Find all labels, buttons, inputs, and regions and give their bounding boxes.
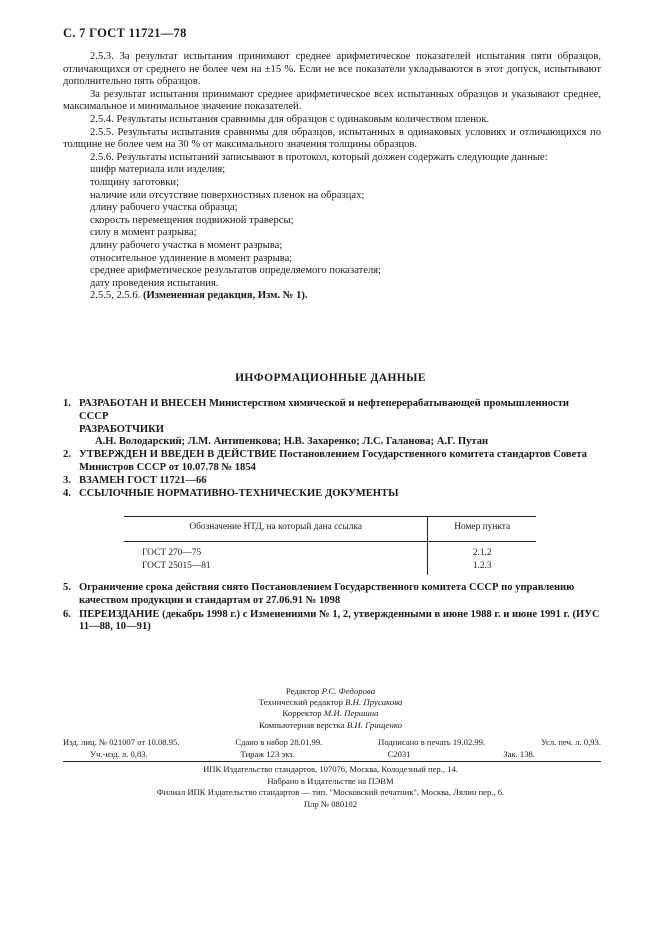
imprint-license: Изд. лиц. № 021007 от 10.08.95.	[63, 737, 180, 747]
info-item-6	[63, 609, 601, 635]
credit-name: Р.С. Федорова	[321, 686, 376, 696]
paragraph: 2.5.4. Результаты испытания сравнимы для образцов с одинаковым количеством пленок.	[90, 113, 490, 125]
info-text: Ограничение срока действия снято Постановлением Государственного комитета СССР по управлению качеством продукции и стандартам от 27.06.91 № 1098	[79, 582, 575, 606]
info-item-4	[63, 488, 601, 501]
credit-label: Корректор	[282, 708, 322, 719]
credit-name: В.И. Грищенко	[346, 719, 402, 730]
paragraph: 2.5.6. Результаты испытаний записывают в протокол, который должен содержать следующие данные:	[90, 151, 548, 163]
list-item: силу в момент разрыва;	[90, 227, 197, 239]
info-item-1	[63, 398, 601, 424]
credit-name: В.Н. Прусакова	[345, 697, 403, 708]
table-header-doc: Обозначение НТД, на который дана ссылка	[124, 517, 428, 542]
table-header-item: Номер пункта	[428, 517, 536, 542]
publisher-line: Набрано в Издательстве на ПЭВМ	[267, 775, 394, 786]
list-item: дату проведения испытания.	[90, 277, 219, 289]
paragraph: 2.5.3. За результат испытания принимают среднее арифметическое показателей испытания пяти образцов, отличающихся от среднего не более чем на ±15 %. Если не все показатели укладываются в этот допуск, испытывают дополнительно пять образцов.	[63, 51, 601, 88]
info-number: 3.	[63, 474, 71, 486]
list-item: длину рабочего участка образца;	[90, 202, 238, 214]
info-item-5	[63, 582, 601, 608]
info-number: 4.	[63, 487, 71, 499]
list-item: толщину заготовки;	[90, 176, 180, 188]
credit-tech-editor	[0, 697, 661, 708]
list-item: наличие или отсутствие поверхностных пленок на образцах;	[90, 189, 365, 201]
page-header: С. 7 ГОСТ 11721—78	[63, 26, 187, 40]
info-text: ВЗАМЕН ГОСТ 11721—66	[79, 474, 207, 486]
publisher-block	[0, 764, 661, 810]
table-row	[124, 559, 536, 575]
imprint-edit-sheets: Уч.-изд. л. 0,83.	[90, 749, 148, 759]
list-item: скорость перемещения подвижной траверсы;	[90, 214, 294, 226]
table-header-row	[124, 517, 536, 542]
info-title: ИНФОРМАЦИОННЫЕ ДАННЫЕ	[235, 372, 426, 384]
paragraph: 2.5.5. Результаты испытания сравнимы для образцов, испытанных в одинаковых условиях и отличающихся по толщине не более чем на 30 % от максимального значения толщины образцов.	[63, 126, 601, 151]
amendment-prefix: 2.5.5, 2.5.6.	[90, 290, 141, 302]
table-cell-item: 2.1.2	[472, 548, 492, 558]
credit-label: Технический редактор	[258, 697, 343, 708]
info-item-2	[63, 449, 601, 475]
imprint-sheets: Усл. печ. л. 0,93.	[540, 737, 601, 747]
info-number: 5.	[63, 582, 71, 593]
amendment-bold: (Измененная редакция, Изм. № 1).	[142, 290, 308, 302]
credits-block	[0, 686, 661, 731]
list-item: относительное удлинение в момент разрыва;	[90, 252, 293, 264]
info-text: ПЕРЕИЗДАНИЕ (декабрь 1998 г.) с Изменениями № 1, 2, утвержденными в июне 1988 г. и июне 1991 г. (ИУС 11—88, 10—91)	[79, 608, 600, 633]
credit-label: Компьютерная верстка	[259, 719, 345, 730]
table-cell-doc: ГОСТ 270—75	[124, 542, 428, 560]
credit-corrector	[0, 708, 661, 719]
developers-label: РАЗРАБОТЧИКИ	[79, 423, 165, 435]
imprint-block	[63, 736, 601, 760]
divider	[63, 761, 601, 762]
info-number: 2.	[63, 449, 71, 461]
reference-table	[124, 516, 536, 575]
imprint-order: Зак. 138.	[503, 749, 535, 759]
table-cell-doc: ГОСТ 25015—81	[124, 559, 428, 575]
info-number: 6.	[63, 608, 71, 620]
table-row	[124, 542, 536, 560]
imprint-row	[63, 736, 601, 748]
info-number: 1.	[63, 398, 71, 409]
credit-name: М.И. Першина	[323, 708, 379, 719]
credit-layout	[0, 720, 661, 731]
info-section	[63, 398, 601, 500]
publisher-line: Плр № 080102	[303, 798, 358, 809]
info-item-3	[63, 475, 601, 488]
developers-names: А.Н. Володарский; Л.М. Антипенкова; Н.В. Захаренко; Л.С. Галанова; А.Г. Путан	[95, 436, 489, 448]
body-text	[63, 51, 601, 303]
info-text: РАЗРАБОТАН И ВНЕСЕН Министерством химической и нефтеперерабатывающей промышленности СССР	[79, 398, 570, 422]
info-text: УТВЕРЖДЕН И ВВЕДЕН В ДЕЙСТВИЕ Постановлением Государственного комитета стандартов Совета Министров СССР от 10.07.78 № 1854	[79, 449, 587, 473]
info-text: ССЫЛОЧНЫЕ НОРМАТИВНО-ТЕХНИЧЕСКИЕ ДОКУМЕНТЫ	[79, 487, 399, 499]
credit-editor	[0, 686, 661, 697]
imprint-print-date: Подписано в печать 19.02.99.	[378, 737, 486, 747]
imprint-circulation: Тираж 123 экз.	[240, 749, 295, 759]
publisher-line: Филиал ИПК Издательство стандартов — тип. "Московский печатник", Москва, Лялин пер., 6.	[156, 787, 505, 798]
amendment-note	[63, 290, 601, 303]
imprint-row	[63, 748, 601, 760]
list-item: среднее арифметическое результатов определяемого показателя;	[90, 265, 382, 277]
info-section-continued	[63, 582, 601, 635]
list-item: длину рабочего участка в момент разрыва;	[90, 239, 283, 251]
paragraph: За результат испытания принимают среднее арифметическое всех испытанных образцов и указывают среднее, максимальное и минимальное значение показателей.	[63, 88, 601, 113]
publisher-line: ИПК Издательство стандартов, 107076, Москва, Колодезный пер., 14.	[203, 764, 458, 774]
list-item: шифр материала или изделия;	[90, 164, 226, 176]
imprint-code: С2031	[387, 749, 411, 759]
imprint-typeset-date: Сдано в набор 28.01.99.	[235, 737, 323, 747]
credit-label: Редактор	[285, 686, 320, 696]
table-cell-item: 1.2.3	[472, 561, 492, 571]
